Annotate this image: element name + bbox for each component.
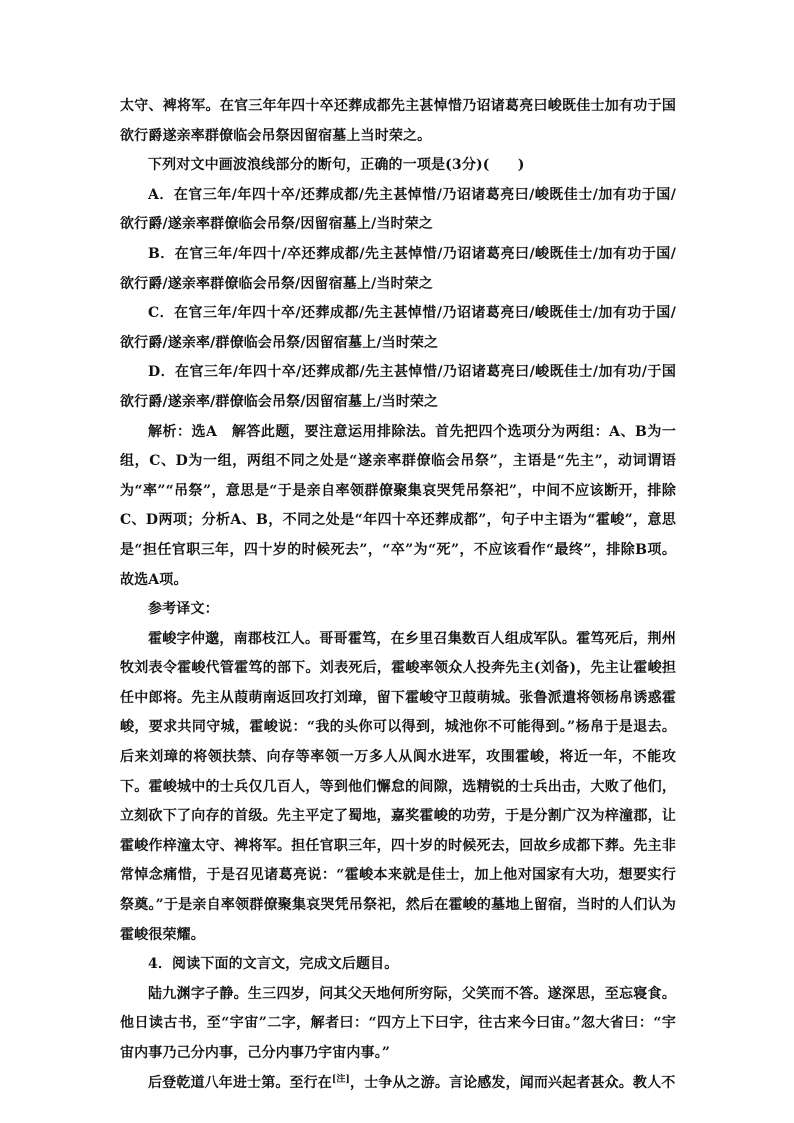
wavy-underlined-passage: 在官三年年四十卒还葬成都先主甚悼惜乃诏诸葛亮曰峻既佳士加有功于国欲行爵遂亲率群僚临会吊祭因留宿墓上当时荣之	[120, 98, 676, 144]
footnote-marker: [注]	[331, 1073, 350, 1084]
analysis-paragraph: 解析：选A 解答此题，要注意运用排除法。首先把四个选项分为两组：A、B为一组，C、D为一组，两组不同之处是“遂亲率群僚临会吊祭”，主语是“先主”，动词谓语为“率”“吊祭”，意思是“于是亲自率领群僚聚集哀哭凭吊祭祀”，中间不应该断开，排除C、D两项；分析A、B，不同之处是“年四十卒还葬成都”，句子中主语为“霍峻”，意思是“担任官职三年，四十岁的时候死去”，“卒”为“死”，不应该看作“最终”，排除B项。故选A项。	[120, 423, 676, 588]
q4-paragraph-2	[120, 1069, 676, 1099]
option-d: D．在官三年/年四十卒/还葬成都/先主甚悼惜/乃诏诸葛亮曰/峻既佳士/加有功/于国欲行爵/遂亲率/群僚临会吊祭/因留宿墓上/当时荣之	[120, 364, 676, 410]
translation-paragraph: 霍峻字仲邈，南郡枝江人。哥哥霍笃，在乡里召集数百人组成军队。霍笃死后，荆州牧刘表令霍峻代管霍笃的部下。刘表死后，霍峻率领众人投奔先主(刘备)，先主让霍峻担任中郎将。先主从葭萌南返回攻打刘璋，留下霍峻守卫葭萌城。张鲁派遣将领杨帛诱惑霍峻，要求共同守城，霍峻说：“我的头你可以得到，城池你不可能得到。”杨帛于是退去。后来刘璋的将领扶禁、向存等率领一万多人从阆水进军，攻围霍峻，将近一年，不能攻下。霍峻城中的士兵仅几百人，等到他们懈怠的间隙，选精锐的士兵出击，大败了他们，立刻砍下了向存的首级。先主平定了蜀地，嘉奖霍峻的功劳，于是分割广汉为梓潼郡，让霍峻作梓潼太守、裨将军。担任官职三年，四十岁的时候死去，回故乡成都下葬。先主非常悼念痛惜，于是召见诸葛亮说：“霍峻本来就是佳士，加上他对国家有大功，想要实行祭奠。”于是亲自率领群僚聚集哀哭凭吊祭祀，然后在霍峻的墓地上留宿，当时的人们认为霍峻很荣耀。	[120, 630, 676, 943]
passage-ending	[120, 92, 676, 151]
option-c: C．在官三年/年四十卒/还葬成都/先主甚悼惜/乃诏诸葛亮曰/峻既佳士/加有功于国/欲行爵/遂亲率/群僚临会吊祭/因留宿墓上/当时荣之	[120, 305, 676, 351]
passage-ending-plain: 太守、裨将军。	[120, 98, 220, 114]
question-4-prompt: 4．阅读下面的文言文，完成文后题目。	[148, 956, 399, 973]
q4-paragraph-2-start: 后登乾道八年进士第。至行在	[148, 1074, 332, 1091]
passage-ending-period: 。	[417, 127, 432, 144]
document-page	[120, 92, 676, 1098]
translation-heading: 参考译文：	[148, 601, 219, 618]
option-b: B．在官三年/年四十/卒还葬成都/先主甚悼惜/乃诏诸葛亮曰/峻既佳士/加有功于国/欲行爵/遂亲率群僚临会吊祭/因留宿墓上/当时荣之	[120, 245, 676, 292]
option-a: A．在官三年/年四十卒/还葬成都/先主甚悼惜/乃诏诸葛亮曰/峻既佳士/加有功于国/欲行爵/遂亲率群僚临会吊祭/因留宿墓上/当时荣之	[120, 186, 676, 233]
question-prompt: 下列对文中画波浪线部分的断句，正确的一项是(3分)( )	[148, 157, 525, 174]
q4-paragraph-1: 陆九渊字子静。生三四岁，问其父天地何所穷际，父笑而不答。遂深思，至忘寝食。他日读古书，至“宇宙”二字，解者曰：“四方上下曰宇，往古来今曰宙。”忽大省曰：“宇宙内事乃己分内事，己分内事乃宇宙内事。”	[120, 985, 676, 1061]
q4-paragraph-2-end: ，士争从之游。言论感发，闻而兴起者甚众。教人不	[349, 1074, 676, 1091]
